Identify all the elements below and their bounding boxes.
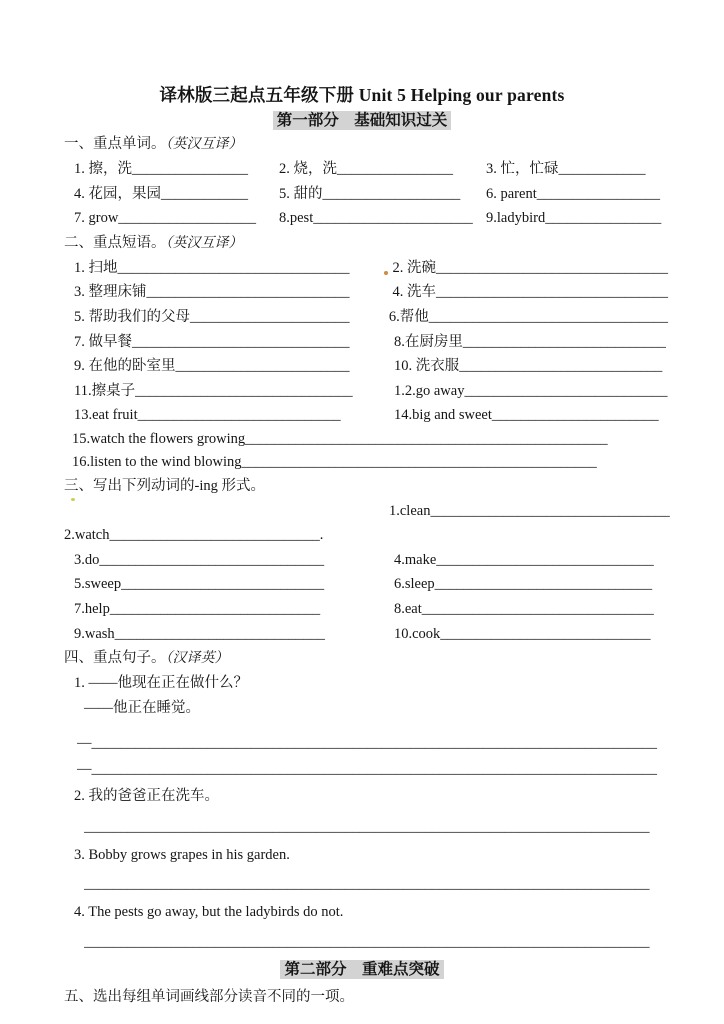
verb-item: 3.do_______________________________	[74, 551, 325, 568]
section-pronunciation	[64, 984, 668, 1010]
phrase-item: 14.big and sweet_______________________	[394, 407, 659, 424]
sentence-q3: 3. Bobby grows grapes in his garden.	[74, 846, 290, 863]
section4-note: （汉译英）	[165, 651, 229, 667]
section2-note: （英汉互译）	[165, 235, 243, 251]
section4-heading: 四、重点句子。（汉译英）	[64, 650, 229, 667]
phrase-item: 7. 做早餐______________________________	[74, 333, 350, 350]
phrase-item: 9. 在他的卧室里________________________	[74, 358, 350, 375]
phrase-item: 1.2.go away____________________________	[394, 382, 668, 399]
part2-header	[0, 959, 724, 981]
sentence-q2: 2. 我的爸爸正在洗车。	[74, 787, 219, 804]
verb-item: 5.sweep____________________________	[74, 576, 325, 593]
section2-heading: 二、重点短语。（英汉互译）	[64, 234, 243, 251]
section-sentences	[64, 646, 668, 956]
word-row	[74, 157, 668, 182]
answer-line: ______________________________________________________________________________	[84, 934, 650, 951]
phrase-item: 3. 整理床铺____________________________	[74, 284, 350, 301]
phrase-item-full: 16.listen to the wind blowing_________________________________________________	[72, 453, 597, 470]
word-item: 7. grow___________________	[74, 210, 257, 227]
sentence-q1-line2: ——他正在睡觉。	[84, 699, 200, 716]
verb-item: 9.wash_____________________________	[74, 625, 325, 642]
verb-row	[74, 622, 668, 647]
verb-row	[74, 572, 668, 597]
sentence-q1-line1: 1. ——他现在正在做什么？	[74, 675, 248, 692]
word-item: 4. 花园，果园____________	[74, 185, 248, 202]
section5-heading: 五、选出每组单词画线部分读音不同的一项。	[64, 989, 354, 1006]
answer-line: —______________________________________________________________________________	[77, 760, 657, 777]
phrase-row	[74, 354, 668, 379]
page-title: 译林版三起点五年级下册 Unit 5 Helping our parents	[159, 85, 565, 105]
verb-row	[74, 548, 668, 573]
answer-line: ______________________________________________________________________________	[84, 876, 650, 893]
part2-header-highlight: 第二部分 重难点突破	[280, 960, 443, 979]
verb-item: 8.eat________________________________	[394, 600, 654, 617]
section-ing-forms	[64, 474, 668, 646]
part1-header	[0, 110, 724, 132]
phrase-item: 4. 洗车________________________________	[392, 284, 668, 301]
word-item: 9.ladybird________________	[486, 210, 662, 227]
phrase-item: 11.擦桌子______________________________	[74, 382, 353, 399]
section1-heading: 一、重点单词。（英汉互译）	[64, 136, 243, 152]
phrase-item: 10. 洗衣服____________________________	[394, 358, 663, 375]
section-words	[64, 132, 668, 231]
answer-line: —______________________________________________________________________________	[77, 734, 657, 751]
word-item: 6. parent_________________	[486, 185, 660, 202]
word-row	[74, 206, 668, 231]
phrase-item: 8.在厨房里____________________________	[394, 333, 666, 350]
phrase-row	[74, 305, 668, 330]
scan-artifact-dot	[384, 271, 388, 275]
phrase-row	[74, 330, 668, 355]
word-item: 8.pest______________________	[279, 210, 473, 227]
phrase-row	[74, 379, 668, 404]
verb-item: 6.sleep______________________________	[394, 576, 653, 593]
phrase-row	[74, 403, 668, 428]
verb-item: 1.clean_________________________________	[389, 502, 670, 519]
section3-heading: 三、写出下列动词的-ing 形式。	[64, 477, 265, 494]
phrase-item: 6.帮他_________________________________	[388, 308, 668, 325]
verb-item: 10.cook_____________________________	[394, 625, 651, 642]
word-item: 2. 烧，洗________________	[279, 161, 453, 177]
word-item: 3. 忙，忙碌____________	[486, 161, 646, 177]
part1-header-highlight: 第一部分 基础知识过关	[273, 111, 452, 130]
phrase-item: 2. 洗碗________________________________	[392, 259, 668, 276]
phrase-item: 5. 帮助我们的父母______________________	[74, 308, 350, 325]
sentence-q4: 4. The pests go away, but the ladybirds do not.	[74, 904, 344, 921]
verb-row	[74, 597, 668, 622]
phrase-item: 13.eat fruit____________________________	[74, 407, 341, 424]
phrase-item-full: 15.watch the flowers growing__________________________________________________	[72, 430, 608, 447]
scan-artifact-dot	[71, 498, 75, 501]
word-item: 1. 擦，洗________________	[74, 161, 248, 177]
phrase-row	[74, 280, 668, 305]
answer-line: ______________________________________________________________________________	[84, 818, 650, 835]
phrase-row	[74, 256, 668, 281]
verb-item: 7.help_____________________________	[74, 600, 321, 617]
verb-item: 4.make______________________________	[394, 551, 654, 568]
section1-note: （英汉互译）	[165, 137, 243, 152]
word-row	[74, 182, 668, 207]
verb-item: 2.watch_____________________________.	[64, 527, 324, 544]
section-phrases	[64, 231, 668, 474]
word-item: 5. 甜的___________________	[279, 185, 461, 202]
phrase-item: 1. 扫地________________________________	[74, 259, 350, 276]
